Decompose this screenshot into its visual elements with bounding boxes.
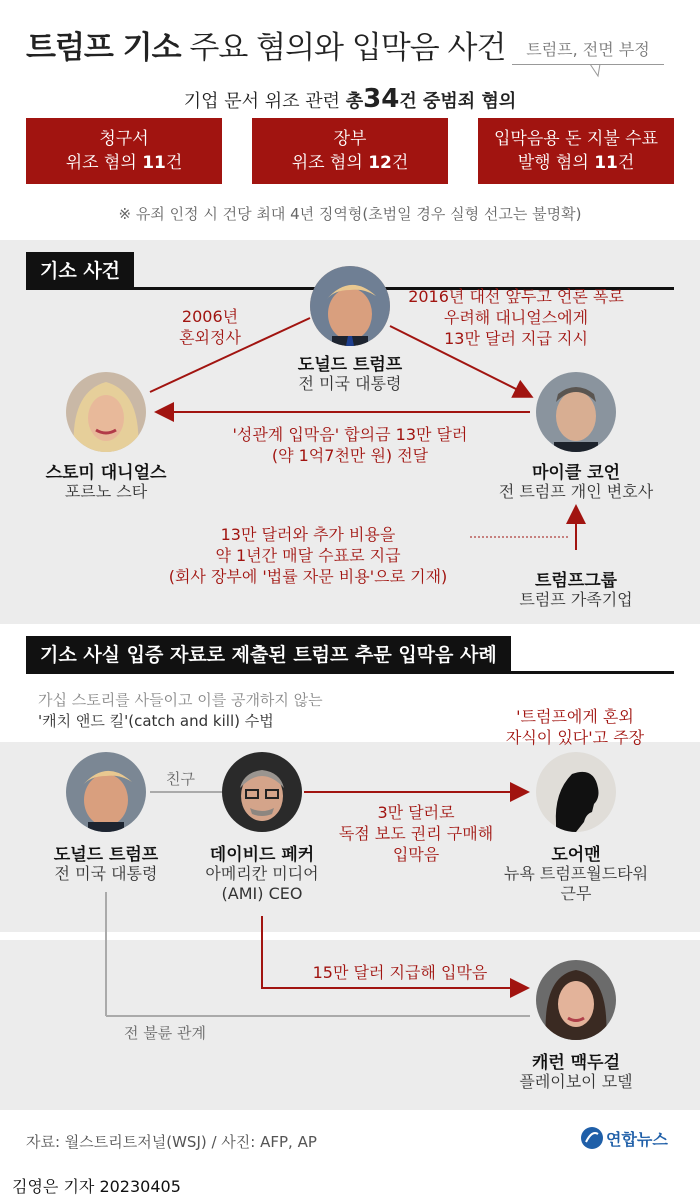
section-heading-bar <box>26 671 674 674</box>
doorman-role <box>476 864 676 904</box>
pecker-portrait-icon <box>222 752 302 832</box>
mcdougal-photo <box>536 960 616 1040</box>
subhead-pre: 기업 문서 위조 관련 <box>183 91 341 112</box>
claim-line: 자식이 있다'고 주장 <box>505 728 645 747</box>
order-line: 2016년 대선 앞두고 언론 폭로 <box>408 287 624 306</box>
charge-title: 장부 <box>333 129 367 149</box>
cohen-name: 마이클 코언 <box>531 463 621 483</box>
title-bold: 트럼프 기소 <box>26 30 181 66</box>
mcdougal-portrait-icon <box>536 960 616 1040</box>
subhead <box>0 84 700 114</box>
subhead-total-suffix: 건 중범죄 혐의 <box>399 91 517 112</box>
cohen-photo <box>536 372 616 452</box>
buy-line: 입막음 <box>392 845 440 864</box>
buy-line: 3만 달러로 <box>377 803 455 822</box>
trump-portrait-icon <box>66 752 146 832</box>
penalty-note: ※ 유죄 인정 시 건당 최대 4년 징역형(초범일 경우 실형 선고는 불명확) <box>118 205 582 223</box>
cohen-portrait-icon <box>536 372 616 452</box>
trump-org-name: 트럼프그룹 <box>534 571 618 591</box>
doorman-photo <box>536 752 616 832</box>
daniels-role: 포르노 스타 <box>64 482 148 501</box>
buy-line: 독점 보도 권리 구매해 <box>338 824 494 843</box>
yonhap-logo-text: 연합뉴스 <box>606 1130 668 1149</box>
charge-unit: 건 <box>165 153 183 173</box>
hush-payment-label <box>210 424 490 466</box>
section-heading-indictment: 기소 사건 <box>26 252 134 290</box>
charge-box-invoice <box>26 118 222 184</box>
yonhap-globe-icon <box>580 1126 604 1150</box>
charge-box-ledger <box>252 118 448 184</box>
payment-150k-label: 15만 달러 지급해 입막음 <box>312 963 488 982</box>
charge-unit: 건 <box>391 153 409 173</box>
trump-name: 도널드 트럼프 <box>297 355 403 375</box>
charge-title: 청구서 <box>99 129 149 149</box>
catch-kill-intro <box>38 690 323 732</box>
daniels-photo <box>66 372 146 452</box>
charge-unit: 건 <box>617 153 635 173</box>
charge-title: 입막음용 돈 지불 수표 <box>493 129 658 149</box>
daniels-portrait-icon <box>66 372 146 452</box>
charge-box-check <box>478 118 674 184</box>
byline: 김영은 기자 20230405 <box>12 1177 181 1196</box>
yonhap-logo <box>580 1124 680 1152</box>
buy-rights-label <box>326 802 506 865</box>
affair-relation-label: 전 불륜 관계 <box>124 1024 206 1042</box>
trump-portrait-icon <box>310 266 390 346</box>
charge-desc: 위조 혐의 <box>65 153 137 173</box>
reimburse-line: 약 1년간 매달 수표로 지급 <box>215 546 401 565</box>
subhead-number: 34 <box>363 84 400 114</box>
payment-line: (약 1억7천만 원) 전달 <box>271 446 429 465</box>
doorman-name: 도어맨 <box>551 845 601 865</box>
charge-count: 11 <box>594 153 618 173</box>
charge-desc: 위조 혐의 <box>291 153 363 173</box>
charge-desc: 발행 혐의 <box>517 153 589 173</box>
reimburse-label <box>150 524 466 587</box>
order-line: 우려해 대니얼스에게 <box>443 308 589 327</box>
trump-role-2: 전 미국 대통령 <box>54 864 158 883</box>
trump-role: 전 미국 대통령 <box>298 374 402 393</box>
doorman-role-line: 근무 <box>560 884 592 903</box>
trump-photo <box>310 266 390 346</box>
claim-line: '트럼프에게 혼외 <box>516 707 634 726</box>
payment-order-label <box>396 286 636 349</box>
pecker-role-line: (AMI) CEO <box>221 884 303 903</box>
doorman-role-line: 뉴욕 트럼프월드타워 <box>503 864 649 883</box>
title-rest: 주요 혐의와 입막음 사건 <box>189 30 506 66</box>
cohen-role: 전 트럼프 개인 변호사 <box>498 482 654 501</box>
affair-line: 혼외정사 <box>179 328 241 347</box>
affair-line: 2006년 <box>181 307 239 326</box>
trump-name-2: 도널드 트럼프 <box>53 845 159 865</box>
pecker-role-line: 아메리칸 미디어 <box>205 864 319 883</box>
friend-label: 친구 <box>166 770 195 788</box>
mcdougal-role: 플레이보이 모델 <box>519 1072 633 1091</box>
pecker-photo <box>222 752 302 832</box>
trump-photo-2 <box>66 752 146 832</box>
source-credit: 자료: 월스트리트저널(WSJ) / 사진: AFP, AP <box>26 1133 317 1151</box>
charge-count: 12 <box>368 153 392 173</box>
affair-label <box>150 306 270 348</box>
intro-line: 가십 스토리를 사들이고 이를 공개하지 않는 <box>38 691 323 709</box>
subhead-total-label: 총 <box>345 91 364 112</box>
silhouette-icon <box>536 752 616 832</box>
section-heading-catch-kill: 기소 사실 입증 자료로 제출된 트럼프 추문 입막음 사례 <box>26 636 511 674</box>
page-title <box>26 22 505 67</box>
trump-org-role: 트럼프 가족기업 <box>519 590 633 609</box>
pecker-name: 데이비드 페커 <box>209 845 315 865</box>
speech-tail-icon <box>588 64 608 78</box>
pecker-role <box>172 864 352 904</box>
intro-line: '캐치 앤드 킬'(catch and kill) 수법 <box>38 712 274 730</box>
claim-label <box>490 706 660 748</box>
charge-count: 11 <box>142 153 166 173</box>
reimburse-line: 13만 달러와 추가 비용을 <box>220 525 396 544</box>
daniels-name: 스토미 대니얼스 <box>45 463 167 483</box>
payment-line: '성관계 입막음' 합의금 13만 달러 <box>232 425 468 444</box>
reimburse-line: (회사 장부에 '법률 자문 비용'으로 기재) <box>168 567 448 586</box>
order-line: 13만 달러 지급 지시 <box>444 329 588 348</box>
mcdougal-name: 캐런 맥두걸 <box>531 1053 621 1073</box>
denial-note: 트럼프, 전면 부정 <box>526 40 650 59</box>
